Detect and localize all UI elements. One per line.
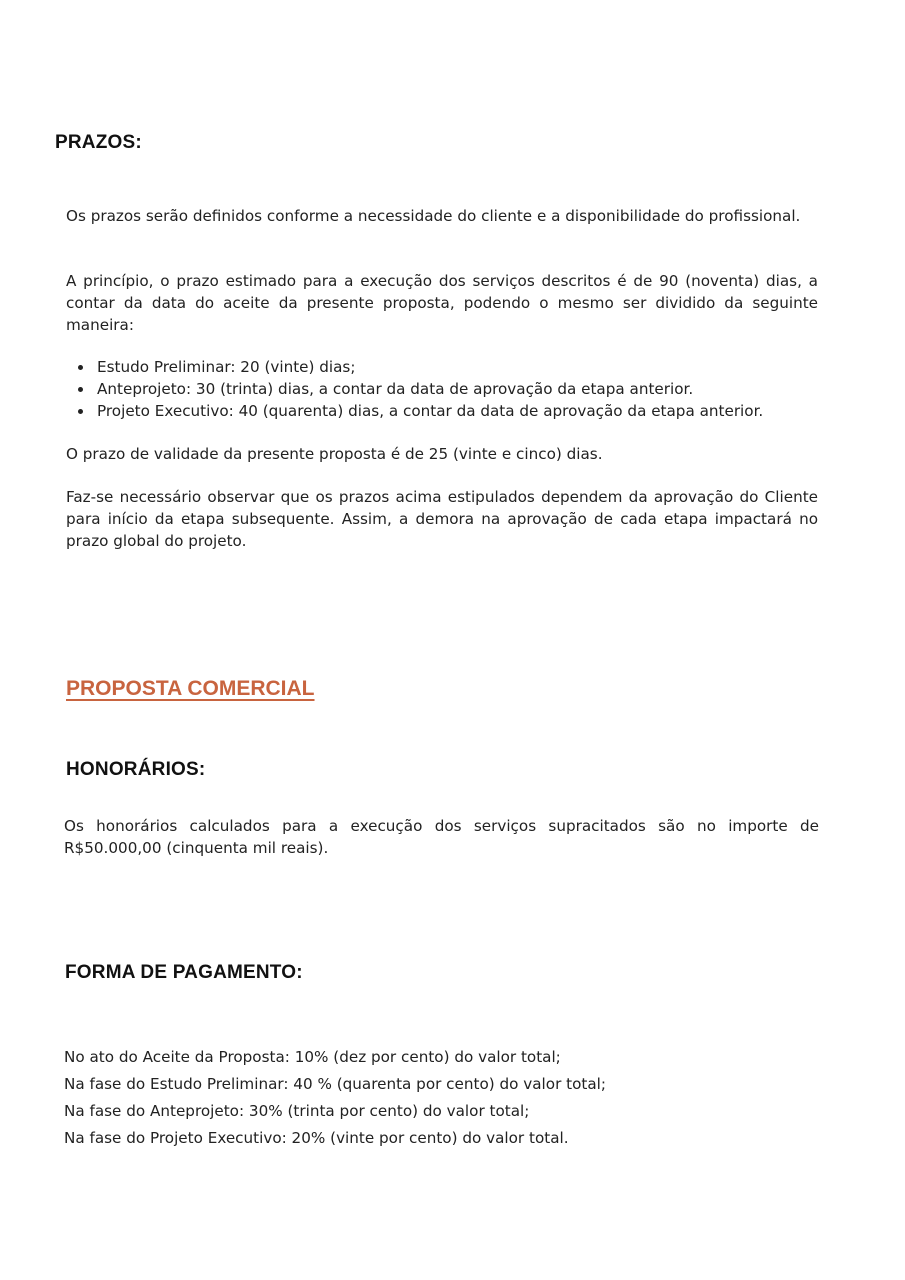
list-item-text: Estudo Preliminar: 20 (vinte) dias; <box>97 358 356 376</box>
bullet-icon <box>78 409 83 414</box>
prazos-stage-list <box>66 356 826 422</box>
forma-pagamento-heading: FORMA DE PAGAMENTO: <box>65 962 303 983</box>
bullet-icon <box>78 365 83 370</box>
list-item <box>66 378 826 400</box>
payment-line: Na fase do Anteprojeto: 30% (trinta por cento) do valor total; <box>64 1102 530 1120</box>
list-item <box>66 356 826 378</box>
list-item-text: Projeto Executivo: 40 (quarenta) dias, a contar da data de aprovação da etapa anterior. <box>97 402 764 420</box>
honorarios-heading: HONORÁRIOS: <box>66 759 206 780</box>
prazos-paragraph-1: Os prazos serão definidos conforme a necessidade do cliente e a disponibilidade do profissional. <box>66 207 801 225</box>
payment-line: No ato do Aceite da Proposta: 10% (dez por cento) do valor total; <box>64 1048 561 1066</box>
prazos-heading: PRAZOS: <box>55 132 142 153</box>
proposta-comercial-heading: PROPOSTA COMERCIAL <box>66 677 315 700</box>
payment-schedule <box>64 1044 844 1152</box>
prazos-paragraph-2: A princípio, o prazo estimado para a execução dos serviços descritos é de 90 (noventa) dias, a contar da data do aceite da presente proposta, podendo o mesmo ser dividido da seguinte maneira: <box>66 272 818 334</box>
bullet-icon <box>78 387 83 392</box>
list-item <box>66 400 826 422</box>
prazos-paragraph-4: Faz-se necessário observar que os prazos acima estipulados dependem da aprovação do Cliente para início da etapa subsequente. Assim, a demora na aprovação de cada etapa impactará no prazo global do projeto. <box>66 488 818 550</box>
list-item-text: Anteprojeto: 30 (trinta) dias, a contar da data de aprovação da etapa anterior. <box>97 380 694 398</box>
payment-line: Na fase do Estudo Preliminar: 40 % (quarenta por cento) do valor total; <box>64 1075 606 1093</box>
payment-line: Na fase do Projeto Executivo: 20% (vinte por cento) do valor total. <box>64 1129 569 1147</box>
honorarios-paragraph: Os honorários calculados para a execução dos serviços supracitados são no importe de R$50.000,00 (cinquenta mil reais). <box>64 817 819 857</box>
prazos-paragraph-3: O prazo de validade da presente proposta é de 25 (vinte e cinco) dias. <box>66 445 603 463</box>
